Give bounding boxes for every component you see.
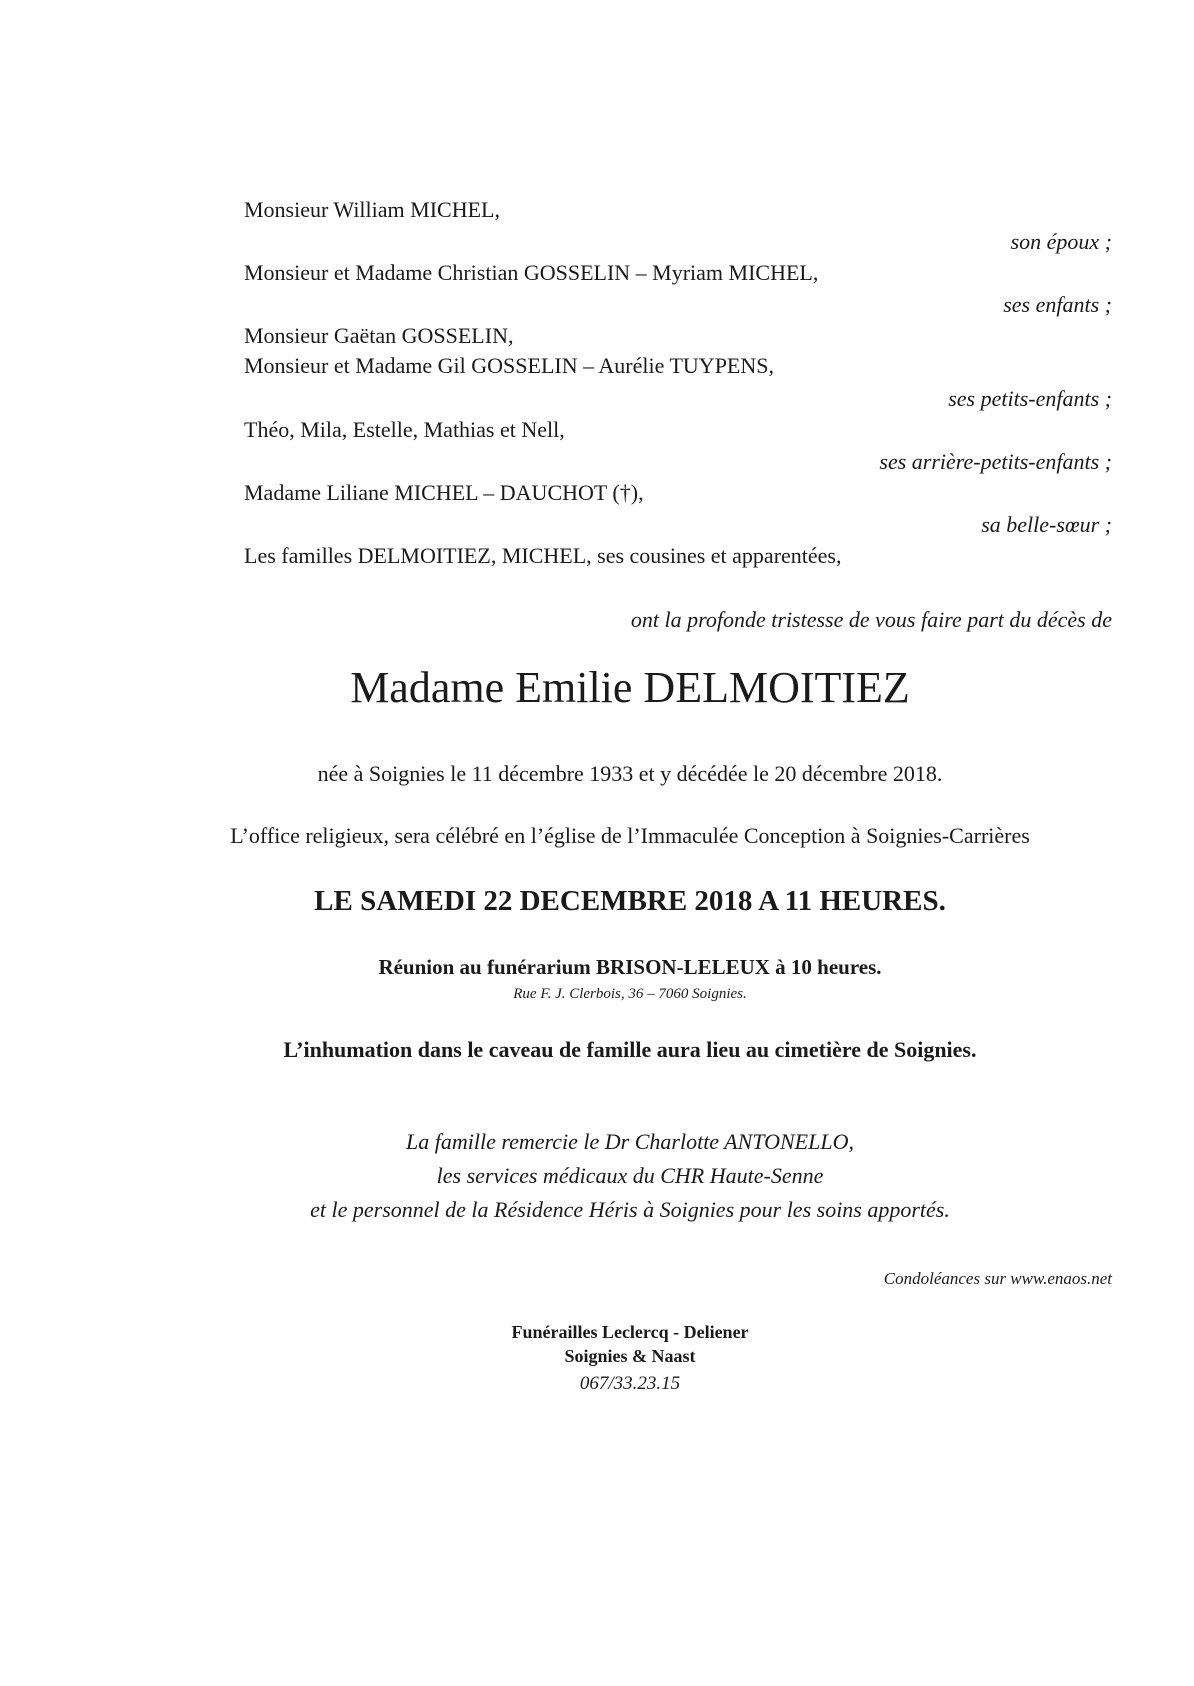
family-line-families: Les familles DELMOITIEZ, MICHEL, ses cousines et apparentées,: [244, 543, 842, 568]
relation-great-grandchildren: ses arrière-petits-enfants ;: [879, 449, 1112, 474]
thanks-line-1: La famille remercie le Dr Charlotte ANTONELLO,: [406, 1129, 854, 1154]
funeral-home-phone: 067/33.23.15: [579, 1373, 681, 1394]
funeral-home-meeting: Réunion au funérarium BRISON-LELEUX à 10 heures.: [378, 955, 882, 979]
funeral-home-location: Soignies & Naast: [564, 1346, 696, 1366]
family-line-children: Monsieur et Madame Christian GOSSELIN – Myriam MICHEL,: [244, 260, 819, 285]
relation-grandchildren: ses petits-enfants ;: [948, 386, 1112, 411]
meeting-address: Rue F. J. Clerbois, 36 – 7060 Soignies.: [513, 986, 747, 1002]
relation-children: ses enfants ;: [1003, 292, 1112, 317]
burial-info: L’inhumation dans le caveau de famille aura lieu au cimetière de Soignies.: [283, 1037, 977, 1062]
announcement-text: ont la profonde tristesse de vous faire part du décès de: [630, 607, 1112, 632]
family-line-great-grandchildren: Théo, Mila, Estelle, Mathias et Nell,: [244, 417, 565, 442]
funeral-home-name: Funérailles Leclercq - Deliener: [511, 1322, 749, 1342]
deceased-name: Madame Emilie DELMOITIEZ: [350, 663, 910, 712]
family-line-spouse: Monsieur William MICHEL,: [244, 197, 500, 222]
birth-death-dates: née à Soignies le 11 décembre 1933 et y décédée le 20 décembre 2018.: [317, 761, 943, 786]
service-location: L’office religieux, sera célébré en l’église de l’Immaculée Conception à Soignies-Carrières: [230, 823, 1030, 848]
thanks-line-2: les services médicaux du CHR Haute-Senne: [436, 1163, 824, 1188]
family-line-sister-in-law: Madame Liliane MICHEL – DAUCHOT (†),: [244, 480, 644, 505]
family-line-grandchild-2: Monsieur et Madame Gil GOSSELIN – Aurélie TUYPENS,: [244, 353, 774, 378]
condolences-link: Condoléances sur www.enaos.net: [883, 1269, 1112, 1288]
thanks-line-3: et le personnel de la Résidence Héris à Soignies pour les soins apportés.: [310, 1197, 950, 1222]
family-line-grandchild-1: Monsieur Gaëtan GOSSELIN,: [244, 323, 514, 348]
relation-sister-in-law: sa belle-sœur ;: [981, 512, 1112, 537]
service-date: LE SAMEDI 22 DECEMBRE 2018 A 11 HEURES.: [314, 885, 946, 917]
relation-spouse: son époux ;: [1010, 229, 1112, 254]
